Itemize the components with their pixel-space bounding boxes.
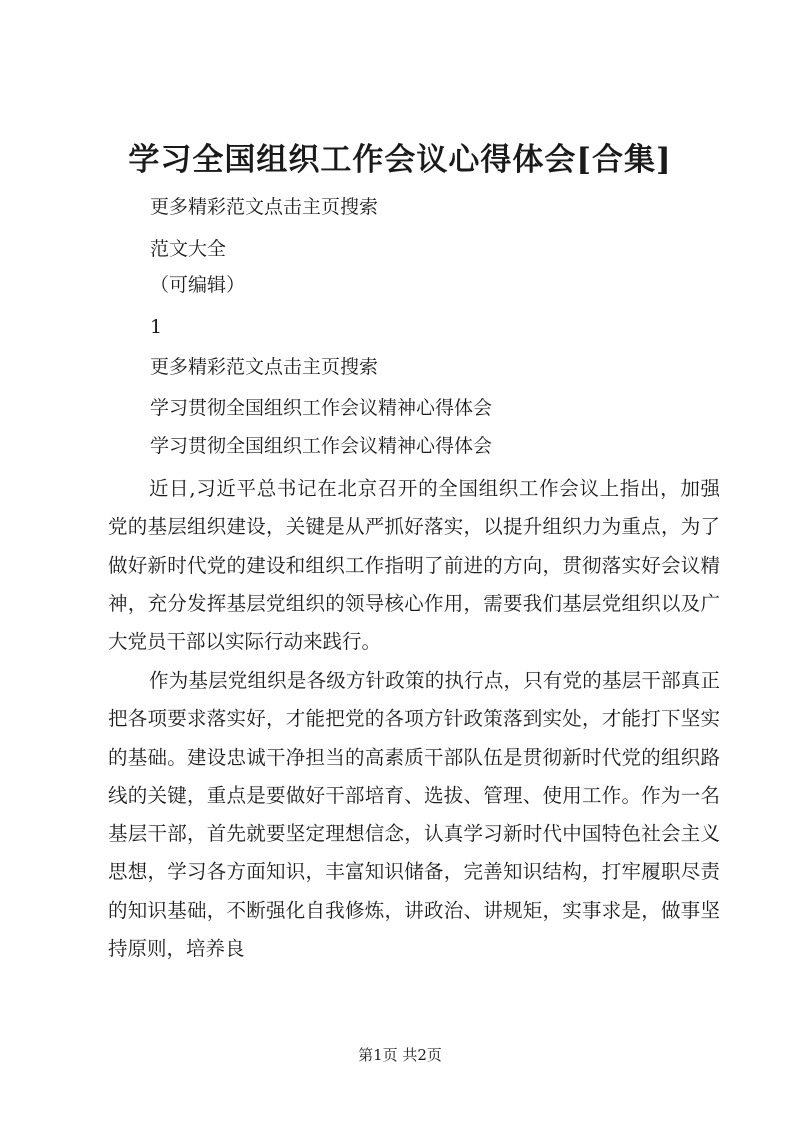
header-line-more-search-2: 更多精彩范文点击主页搜索 [150, 356, 379, 378]
body-paragraph-2: 作为基层党组织是各级方针政策的执行点，只有党的基层干部真正把各项要求落实好，才能把党的各项方针政策落到实处，才能打下坚实的基础。建设忠诚干净担当的高素质干部队伍是贯彻新时代党的组织路线的关键，重点是要做好干部培育、选拔、管理、使用工作。作为一名基层干部，首先就要坚定理想信念，认真学习新时代中国特色社会主义思想，学习各方面知识，丰富知识储备，完善知识结构，打牢履职尽责的知识基础，不断强化自我修炼，讲政治、讲规矩，实事求是，做事坚持原则，培养良 [108, 669, 720, 961]
document-title: 学习全国组织工作会议心得体会[合集] [128, 142, 672, 178]
subtitle-line-1: 学习贯彻全国组织工作会议精神心得体会 [150, 397, 493, 419]
header-line-more-search: 更多精彩范文点击主页搜索 [150, 196, 379, 218]
header-line-editable: （可编辑） [150, 274, 246, 296]
subtitle-line-2: 学习贯彻全国组织工作会议精神心得体会 [150, 435, 493, 457]
page-footer: 第1页 共2页 [358, 1046, 442, 1064]
header-line-fanwen: 范文大全 [150, 238, 227, 260]
header-line-number: 1 [150, 316, 163, 338]
body-paragraph-1: 近日,习近平总书记在北京召开的全国组织工作会议上指出，加强党的基层组织建设，关键是从严抓好落实，以提升组织力为重点，为了做好新时代党的建设和组织工作指明了前进的方向，贯彻落实好会议精神，充分发挥基层党组织的领导核心作用，需要我们基层党组织以及广大党员干部以实际行动来践行。 [108, 477, 720, 654]
